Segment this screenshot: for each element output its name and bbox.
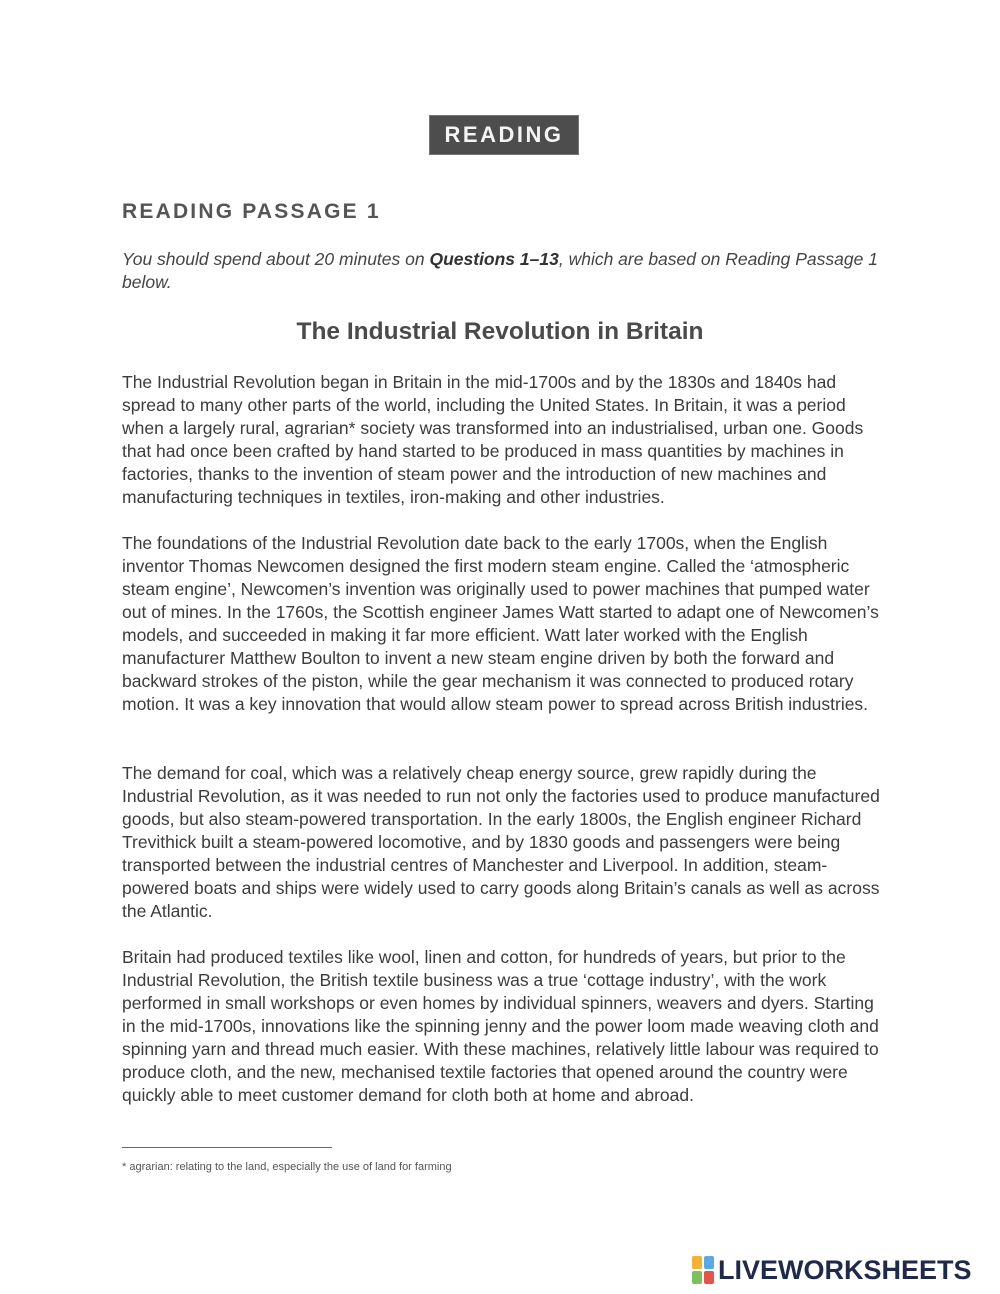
liveworksheets-logo-icon: [692, 1256, 714, 1284]
instructions: [122, 248, 882, 294]
logo-tile-3: [692, 1271, 702, 1284]
article-paragraph-4: Britain had produced textiles like wool, linen and cotton, for hundreds of years, but prior to the Industrial Revolution, the British textile business was a true ‘cottage industry’, with the work performed in small workshops or even homes by individual spinners, weavers and dyers. Starting in the mid-1700s, innovations like the spinning jenny and the power loom made weaving cloth and spinning yarn and thread much easier. With these machines, relatively little labour was required to produce cloth, and the new, mechanised textile factories that opened around the country were quickly able to meet customer demand for cloth both at home and abroad.: [122, 947, 879, 1105]
logo-tile-2: [704, 1256, 714, 1269]
instructions-after: , which are based on Reading Passage 1 below.: [122, 249, 878, 292]
logo-tile-1: [692, 1256, 702, 1269]
footnote-divider: [122, 1147, 332, 1148]
article-paragraph-3: The demand for coal, which was a relatively cheap energy source, grew rapidly during the Industrial Revolution, as it was needed to run not only the factories used to produce manufactured goods, but also steam-powered transportation. In the early 1800s, the English engineer Richard Trevithick built a steam-powered locomotive, and by 1830 goods and passengers were being transported between the industrial centres of Manchester and Liverpool. In addition, steam-powered boats and ships were widely used to carry goods along Britain’s canals as well as across the Atlantic.: [122, 763, 880, 921]
instructions-before: You should spend about 20 minutes on: [122, 249, 430, 269]
footnote: * agrarian: relating to the land, especially the use of land for farming: [122, 1161, 452, 1173]
logo-tile-4: [704, 1271, 714, 1284]
passage-label: READING PASSAGE 1: [122, 200, 381, 223]
article-paragraph-1: The Industrial Revolution began in Britain in the mid-1700s and by the 1830s and 1840s had spread to many other parts of the world, including the United States. In Britain, it was a period when a largely rural, agrarian* society was transformed into an industrialised, urban one. Goods that had once been crafted by hand started to be produced in mass quantities by machines in factories, thanks to the invention of steam power and the introduction of new machines and manufacturing techniques in textiles, iron-making and other industries.: [122, 372, 864, 507]
article-title: The Industrial Revolution in Britain: [296, 318, 704, 345]
liveworksheets-brand[interactable]: [692, 1255, 972, 1285]
article-paragraph-2: The foundations of the Industrial Revolution date back to the early 1700s, when the English inventor Thomas Newcomen designed the first modern steam engine. Called the ‘atmospheric steam engine’, Newcomen’s invention was originally used to power machines that pumped water out of mines. In the 1760s, the Scottish engineer James Watt started to adapt one of Newcomen’s models, and succeeded in making it far more efficient. Watt later worked with the English manufacturer Matthew Boulton to invent a new steam engine driven by both the forward and backward strokes of the piston, while the gear mechanism it was connected to produced rotary motion. It was a key innovation that would allow steam power to spread across British industries.: [122, 533, 879, 714]
brand-text: LIVEWORKSHEETS: [718, 1254, 972, 1285]
instructions-questions: Questions 1–13: [429, 249, 559, 269]
reading-banner: READING: [430, 116, 578, 154]
